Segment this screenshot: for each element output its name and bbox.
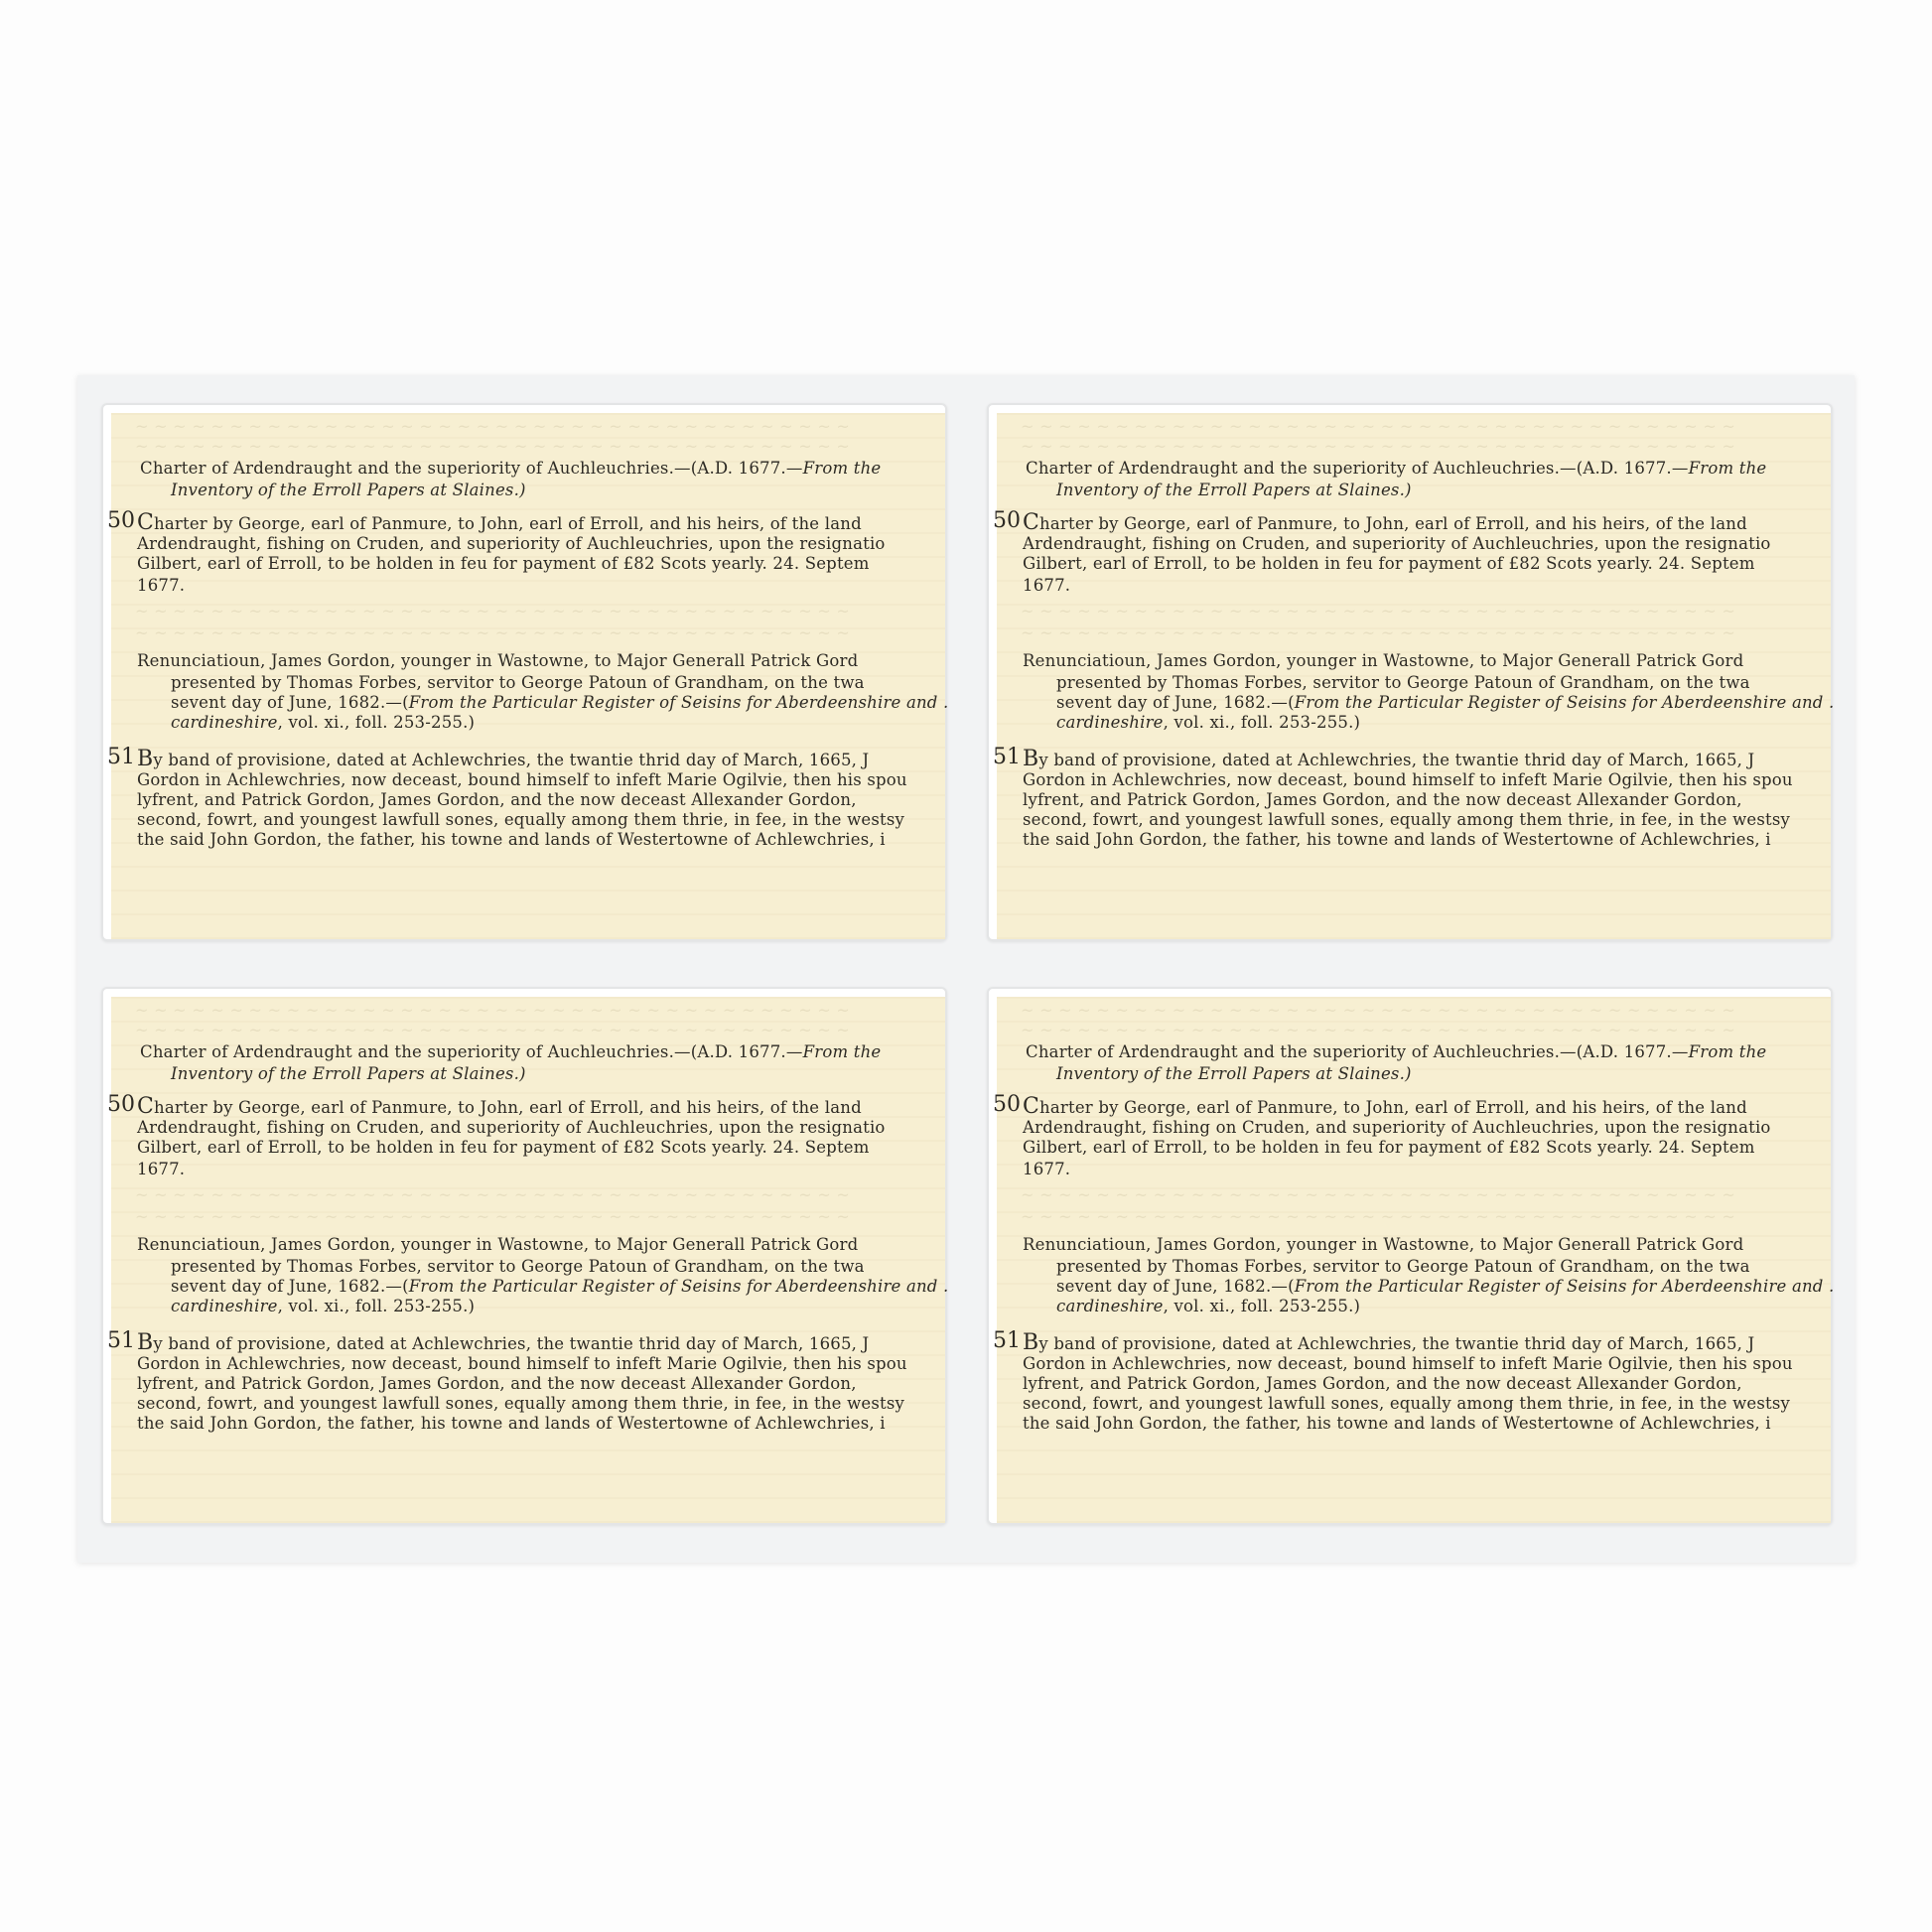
item-50-line-1: Charter by George, earl of Panmure, to John, earl of Erroll, and his heirs, of the land bbox=[137, 1094, 862, 1119]
bleed-through-text: ~ ~ ~ ~ ~ ~ ~ ~ ~ ~ ~ ~ ~ ~ ~ ~ ~ ~ ~ ~ ~ ~ ~ ~ ~ ~ ~ ~ ~ ~ ~ ~ ~ ~ ~ ~ ~ ~ bbox=[135, 623, 851, 642]
item-51-line-3: lyfrent, and Patrick Gordon, James Gordon, and the now deceast Allexander Gordon, bbox=[1023, 1374, 1742, 1393]
charter-heading-line-2: Inventory of the Erroll Papers at Slaines.) bbox=[171, 1064, 526, 1083]
item-51-line-2: Gordon in Achlewchries, now deceast, bound himself to infeft Marie Ogilvie, then his spou bbox=[1023, 1354, 1793, 1373]
bleed-through-text: ~ ~ ~ ~ ~ ~ ~ ~ ~ ~ ~ ~ ~ ~ ~ ~ ~ ~ ~ ~ ~ ~ ~ ~ ~ ~ ~ ~ ~ ~ ~ ~ ~ ~ ~ ~ ~ ~ bbox=[1021, 1021, 1736, 1039]
charter-heading-line-2: Inventory of the Erroll Papers at Slaines.) bbox=[1056, 1064, 1412, 1083]
renunciation-line-4: cardineshire, vol. xi., foll. 253-255.) bbox=[171, 1297, 476, 1315]
item-number-50: 50 bbox=[107, 1092, 135, 1117]
item-number-50: 50 bbox=[107, 508, 135, 533]
renunciation-line-1: Renunciatioun, James Gordon, younger in Wastowne, to Major Generall Patrick Gord bbox=[1023, 651, 1744, 670]
charter-heading-line-1: Charter of Ardendraught and the superiority of Auchleuchries.—(A.D. 1677.—From the bbox=[140, 459, 882, 478]
item-50-line-2: Ardendraught, fishing on Cruden, and superiority of Auchleuchries, upon the resignatio bbox=[1023, 534, 1771, 553]
renunciation-line-2: presented by Thomas Forbes, servitor to George Patoun of Grandham, on the twa bbox=[1056, 1257, 1750, 1276]
item-50-line-3: Gilbert, earl of Erroll, to be holden in feu for payment of £82 Scots yearly. 24. Septem bbox=[1023, 1138, 1755, 1157]
renunciation-line-3: sevent day of June, 1682.—(From the Particular Register of Seisins for Aberdeenshire and . bbox=[1056, 1277, 1835, 1296]
renunciation-line-2: presented by Thomas Forbes, servitor to George Patoun of Grandham, on the twa bbox=[1056, 673, 1750, 692]
document-scan bbox=[993, 413, 1835, 939]
item-51-line-2: Gordon in Achlewchries, now deceast, bound himself to infeft Marie Ogilvie, then his spou bbox=[1023, 770, 1793, 789]
item-number-50: 50 bbox=[993, 508, 1021, 533]
document-scan bbox=[107, 997, 949, 1523]
bleed-through-text: ~ ~ ~ ~ ~ ~ ~ ~ ~ ~ ~ ~ ~ ~ ~ ~ ~ ~ ~ ~ ~ ~ ~ ~ ~ ~ ~ ~ ~ ~ ~ ~ ~ ~ ~ ~ ~ ~ bbox=[1021, 602, 1736, 621]
item-51-line-2: Gordon in Achlewchries, now deceast, bound himself to infeft Marie Ogilvie, then his spou bbox=[137, 770, 907, 789]
item-51-line-5: the said John Gordon, the father, his towne and lands of Westertowne of Achlewchries, i bbox=[1023, 830, 1771, 849]
charter-heading-line-1: Charter of Ardendraught and the superiority of Auchleuchries.—(A.D. 1677.—From the bbox=[1026, 459, 1767, 478]
document-scan bbox=[993, 997, 1835, 1523]
bleed-through-text: ~ ~ ~ ~ ~ ~ ~ ~ ~ ~ ~ ~ ~ ~ ~ ~ ~ ~ ~ ~ ~ ~ ~ ~ ~ ~ ~ ~ ~ ~ ~ ~ ~ ~ ~ ~ ~ ~ bbox=[1021, 1001, 1736, 1020]
item-50-line-4: 1677. bbox=[137, 576, 186, 595]
scan-tile-1[interactable] bbox=[101, 403, 947, 941]
renunciation-line-3: sevent day of June, 1682.—(From the Particular Register of Seisins for Aberdeenshire and . bbox=[171, 1277, 949, 1296]
item-51-line-5: the said John Gordon, the father, his towne and lands of Westertowne of Achlewchries, i bbox=[137, 1414, 886, 1433]
item-51-line-1: By band of provisione, dated at Achlewchries, the twantie thrid day of March, 1665, J bbox=[137, 1330, 870, 1355]
bleed-through-text: ~ ~ ~ ~ ~ ~ ~ ~ ~ ~ ~ ~ ~ ~ ~ ~ ~ ~ ~ ~ ~ ~ ~ ~ ~ ~ ~ ~ ~ ~ ~ ~ ~ ~ ~ ~ ~ ~ bbox=[1021, 437, 1736, 456]
item-51-line-1: By band of provisione, dated at Achlewchries, the twantie thrid day of March, 1665, J bbox=[1023, 747, 1755, 771]
item-51-line-1: By band of provisione, dated at Achlewchries, the twantie thrid day of March, 1665, J bbox=[1023, 1330, 1755, 1355]
renunciation-line-4: cardineshire, vol. xi., foll. 253-255.) bbox=[1056, 1297, 1361, 1315]
item-number-51: 51 bbox=[993, 1328, 1021, 1353]
charter-heading-line-1: Charter of Ardendraught and the superiority of Auchleuchries.—(A.D. 1677.—From the bbox=[1026, 1042, 1767, 1061]
item-51-line-3: lyfrent, and Patrick Gordon, James Gordon, and the now deceast Allexander Gordon, bbox=[137, 790, 857, 809]
item-50-line-2: Ardendraught, fishing on Cruden, and superiority of Auchleuchries, upon the resignatio bbox=[137, 534, 886, 553]
item-51-line-5: the said John Gordon, the father, his towne and lands of Westertowne of Achlewchries, i bbox=[137, 830, 886, 849]
bleed-through-text: ~ ~ ~ ~ ~ ~ ~ ~ ~ ~ ~ ~ ~ ~ ~ ~ ~ ~ ~ ~ ~ ~ ~ ~ ~ ~ ~ ~ ~ ~ ~ ~ ~ ~ ~ ~ ~ ~ bbox=[135, 417, 851, 436]
item-50-line-1: Charter by George, earl of Panmure, to John, earl of Erroll, and his heirs, of the land bbox=[1023, 510, 1747, 535]
item-51-line-3: lyfrent, and Patrick Gordon, James Gordon, and the now deceast Allexander Gordon, bbox=[137, 1374, 857, 1393]
item-number-51: 51 bbox=[107, 745, 135, 769]
item-number-51: 51 bbox=[107, 1328, 135, 1353]
scan-tile-3[interactable] bbox=[101, 987, 947, 1525]
item-50-line-3: Gilbert, earl of Erroll, to be holden in feu for payment of £82 Scots yearly. 24. Septem bbox=[137, 1138, 870, 1157]
bleed-through-text: ~ ~ ~ ~ ~ ~ ~ ~ ~ ~ ~ ~ ~ ~ ~ ~ ~ ~ ~ ~ ~ ~ ~ ~ ~ ~ ~ ~ ~ ~ ~ ~ ~ ~ ~ ~ ~ ~ bbox=[1021, 1185, 1736, 1204]
item-50-line-2: Ardendraught, fishing on Cruden, and superiority of Auchleuchries, upon the resignatio bbox=[1023, 1118, 1771, 1137]
bleed-through-text: ~ ~ ~ ~ ~ ~ ~ ~ ~ ~ ~ ~ ~ ~ ~ ~ ~ ~ ~ ~ ~ ~ ~ ~ ~ ~ ~ ~ ~ ~ ~ ~ ~ ~ ~ ~ ~ ~ bbox=[135, 1001, 851, 1020]
renunciation-line-4: cardineshire, vol. xi., foll. 253-255.) bbox=[171, 713, 476, 732]
charter-heading-line-1: Charter of Ardendraught and the superiority of Auchleuchries.—(A.D. 1677.—From the bbox=[140, 1042, 882, 1061]
item-51-line-4: second, fowrt, and youngest lawfull sones, equally among them thrie, in fee, in the westsy bbox=[1023, 1394, 1791, 1413]
bleed-through-text: ~ ~ ~ ~ ~ ~ ~ ~ ~ ~ ~ ~ ~ ~ ~ ~ ~ ~ ~ ~ ~ ~ ~ ~ ~ ~ ~ ~ ~ ~ ~ ~ ~ ~ ~ ~ ~ ~ bbox=[135, 1207, 851, 1226]
item-50-line-4: 1677. bbox=[137, 1160, 186, 1178]
item-51-line-4: second, fowrt, and youngest lawfull sones, equally among them thrie, in fee, in the westsy bbox=[137, 1394, 905, 1413]
item-number-50: 50 bbox=[993, 1092, 1021, 1117]
renunciation-line-2: presented by Thomas Forbes, servitor to George Patoun of Grandham, on the twa bbox=[171, 1257, 865, 1276]
item-50-line-1: Charter by George, earl of Panmure, to John, earl of Erroll, and his heirs, of the land bbox=[1023, 1094, 1747, 1119]
renunciation-line-4: cardineshire, vol. xi., foll. 253-255.) bbox=[1056, 713, 1361, 732]
item-50-line-1: Charter by George, earl of Panmure, to John, earl of Erroll, and his heirs, of the land bbox=[137, 510, 862, 535]
item-50-line-3: Gilbert, earl of Erroll, to be holden in feu for payment of £82 Scots yearly. 24. Septem bbox=[1023, 554, 1755, 573]
bleed-through-text: ~ ~ ~ ~ ~ ~ ~ ~ ~ ~ ~ ~ ~ ~ ~ ~ ~ ~ ~ ~ ~ ~ ~ ~ ~ ~ ~ ~ ~ ~ ~ ~ ~ ~ ~ ~ ~ ~ bbox=[135, 1021, 851, 1039]
bleed-through-text: ~ ~ ~ ~ ~ ~ ~ ~ ~ ~ ~ ~ ~ ~ ~ ~ ~ ~ ~ ~ ~ ~ ~ ~ ~ ~ ~ ~ ~ ~ ~ ~ ~ ~ ~ ~ ~ ~ bbox=[1021, 1207, 1736, 1226]
charter-heading-line-2: Inventory of the Erroll Papers at Slaines.) bbox=[171, 481, 526, 499]
bleed-through-text: ~ ~ ~ ~ ~ ~ ~ ~ ~ ~ ~ ~ ~ ~ ~ ~ ~ ~ ~ ~ ~ ~ ~ ~ ~ ~ ~ ~ ~ ~ ~ ~ ~ ~ ~ ~ ~ ~ bbox=[1021, 623, 1736, 642]
item-51-line-2: Gordon in Achlewchries, now deceast, bound himself to infeft Marie Ogilvie, then his spou bbox=[137, 1354, 907, 1373]
bleed-through-text: ~ ~ ~ ~ ~ ~ ~ ~ ~ ~ ~ ~ ~ ~ ~ ~ ~ ~ ~ ~ ~ ~ ~ ~ ~ ~ ~ ~ ~ ~ ~ ~ ~ ~ ~ ~ ~ ~ bbox=[135, 1185, 851, 1204]
item-50-line-2: Ardendraught, fishing on Cruden, and superiority of Auchleuchries, upon the resignatio bbox=[137, 1118, 886, 1137]
item-51-line-1: By band of provisione, dated at Achlewchries, the twantie thrid day of March, 1665, J bbox=[137, 747, 870, 771]
renunciation-line-2: presented by Thomas Forbes, servitor to George Patoun of Grandham, on the twa bbox=[171, 673, 865, 692]
scan-tile-4[interactable] bbox=[987, 987, 1833, 1525]
item-number-51: 51 bbox=[993, 745, 1021, 769]
renunciation-line-1: Renunciatioun, James Gordon, younger in Wastowne, to Major Generall Patrick Gord bbox=[1023, 1235, 1744, 1254]
renunciation-line-1: Renunciatioun, James Gordon, younger in Wastowne, to Major Generall Patrick Gord bbox=[137, 1235, 859, 1254]
item-50-line-4: 1677. bbox=[1023, 576, 1071, 595]
item-51-line-3: lyfrent, and Patrick Gordon, James Gordon, and the now deceast Allexander Gordon, bbox=[1023, 790, 1742, 809]
item-51-line-4: second, fowrt, and youngest lawfull sones, equally among them thrie, in fee, in the westsy bbox=[137, 810, 905, 829]
item-50-line-3: Gilbert, earl of Erroll, to be holden in feu for payment of £82 Scots yearly. 24. Septem bbox=[137, 554, 870, 573]
document-scan bbox=[107, 413, 949, 939]
bleed-through-text: ~ ~ ~ ~ ~ ~ ~ ~ ~ ~ ~ ~ ~ ~ ~ ~ ~ ~ ~ ~ ~ ~ ~ ~ ~ ~ ~ ~ ~ ~ ~ ~ ~ ~ ~ ~ ~ ~ bbox=[135, 602, 851, 621]
renunciation-line-1: Renunciatioun, James Gordon, younger in Wastowne, to Major Generall Patrick Gord bbox=[137, 651, 859, 670]
renunciation-line-3: sevent day of June, 1682.—(From the Particular Register of Seisins for Aberdeenshire and . bbox=[171, 693, 949, 712]
item-51-line-5: the said John Gordon, the father, his towne and lands of Westertowne of Achlewchries, i bbox=[1023, 1414, 1771, 1433]
scan-tile-2[interactable] bbox=[987, 403, 1833, 941]
item-51-line-4: second, fowrt, and youngest lawfull sones, equally among them thrie, in fee, in the westsy bbox=[1023, 810, 1791, 829]
charter-heading-line-2: Inventory of the Erroll Papers at Slaines.) bbox=[1056, 481, 1412, 499]
bleed-through-text: ~ ~ ~ ~ ~ ~ ~ ~ ~ ~ ~ ~ ~ ~ ~ ~ ~ ~ ~ ~ ~ ~ ~ ~ ~ ~ ~ ~ ~ ~ ~ ~ ~ ~ ~ ~ ~ ~ bbox=[1021, 417, 1736, 436]
item-50-line-4: 1677. bbox=[1023, 1160, 1071, 1178]
renunciation-line-3: sevent day of June, 1682.—(From the Particular Register of Seisins for Aberdeenshire and . bbox=[1056, 693, 1835, 712]
bleed-through-text: ~ ~ ~ ~ ~ ~ ~ ~ ~ ~ ~ ~ ~ ~ ~ ~ ~ ~ ~ ~ ~ ~ ~ ~ ~ ~ ~ ~ ~ ~ ~ ~ ~ ~ ~ ~ ~ ~ bbox=[135, 437, 851, 456]
